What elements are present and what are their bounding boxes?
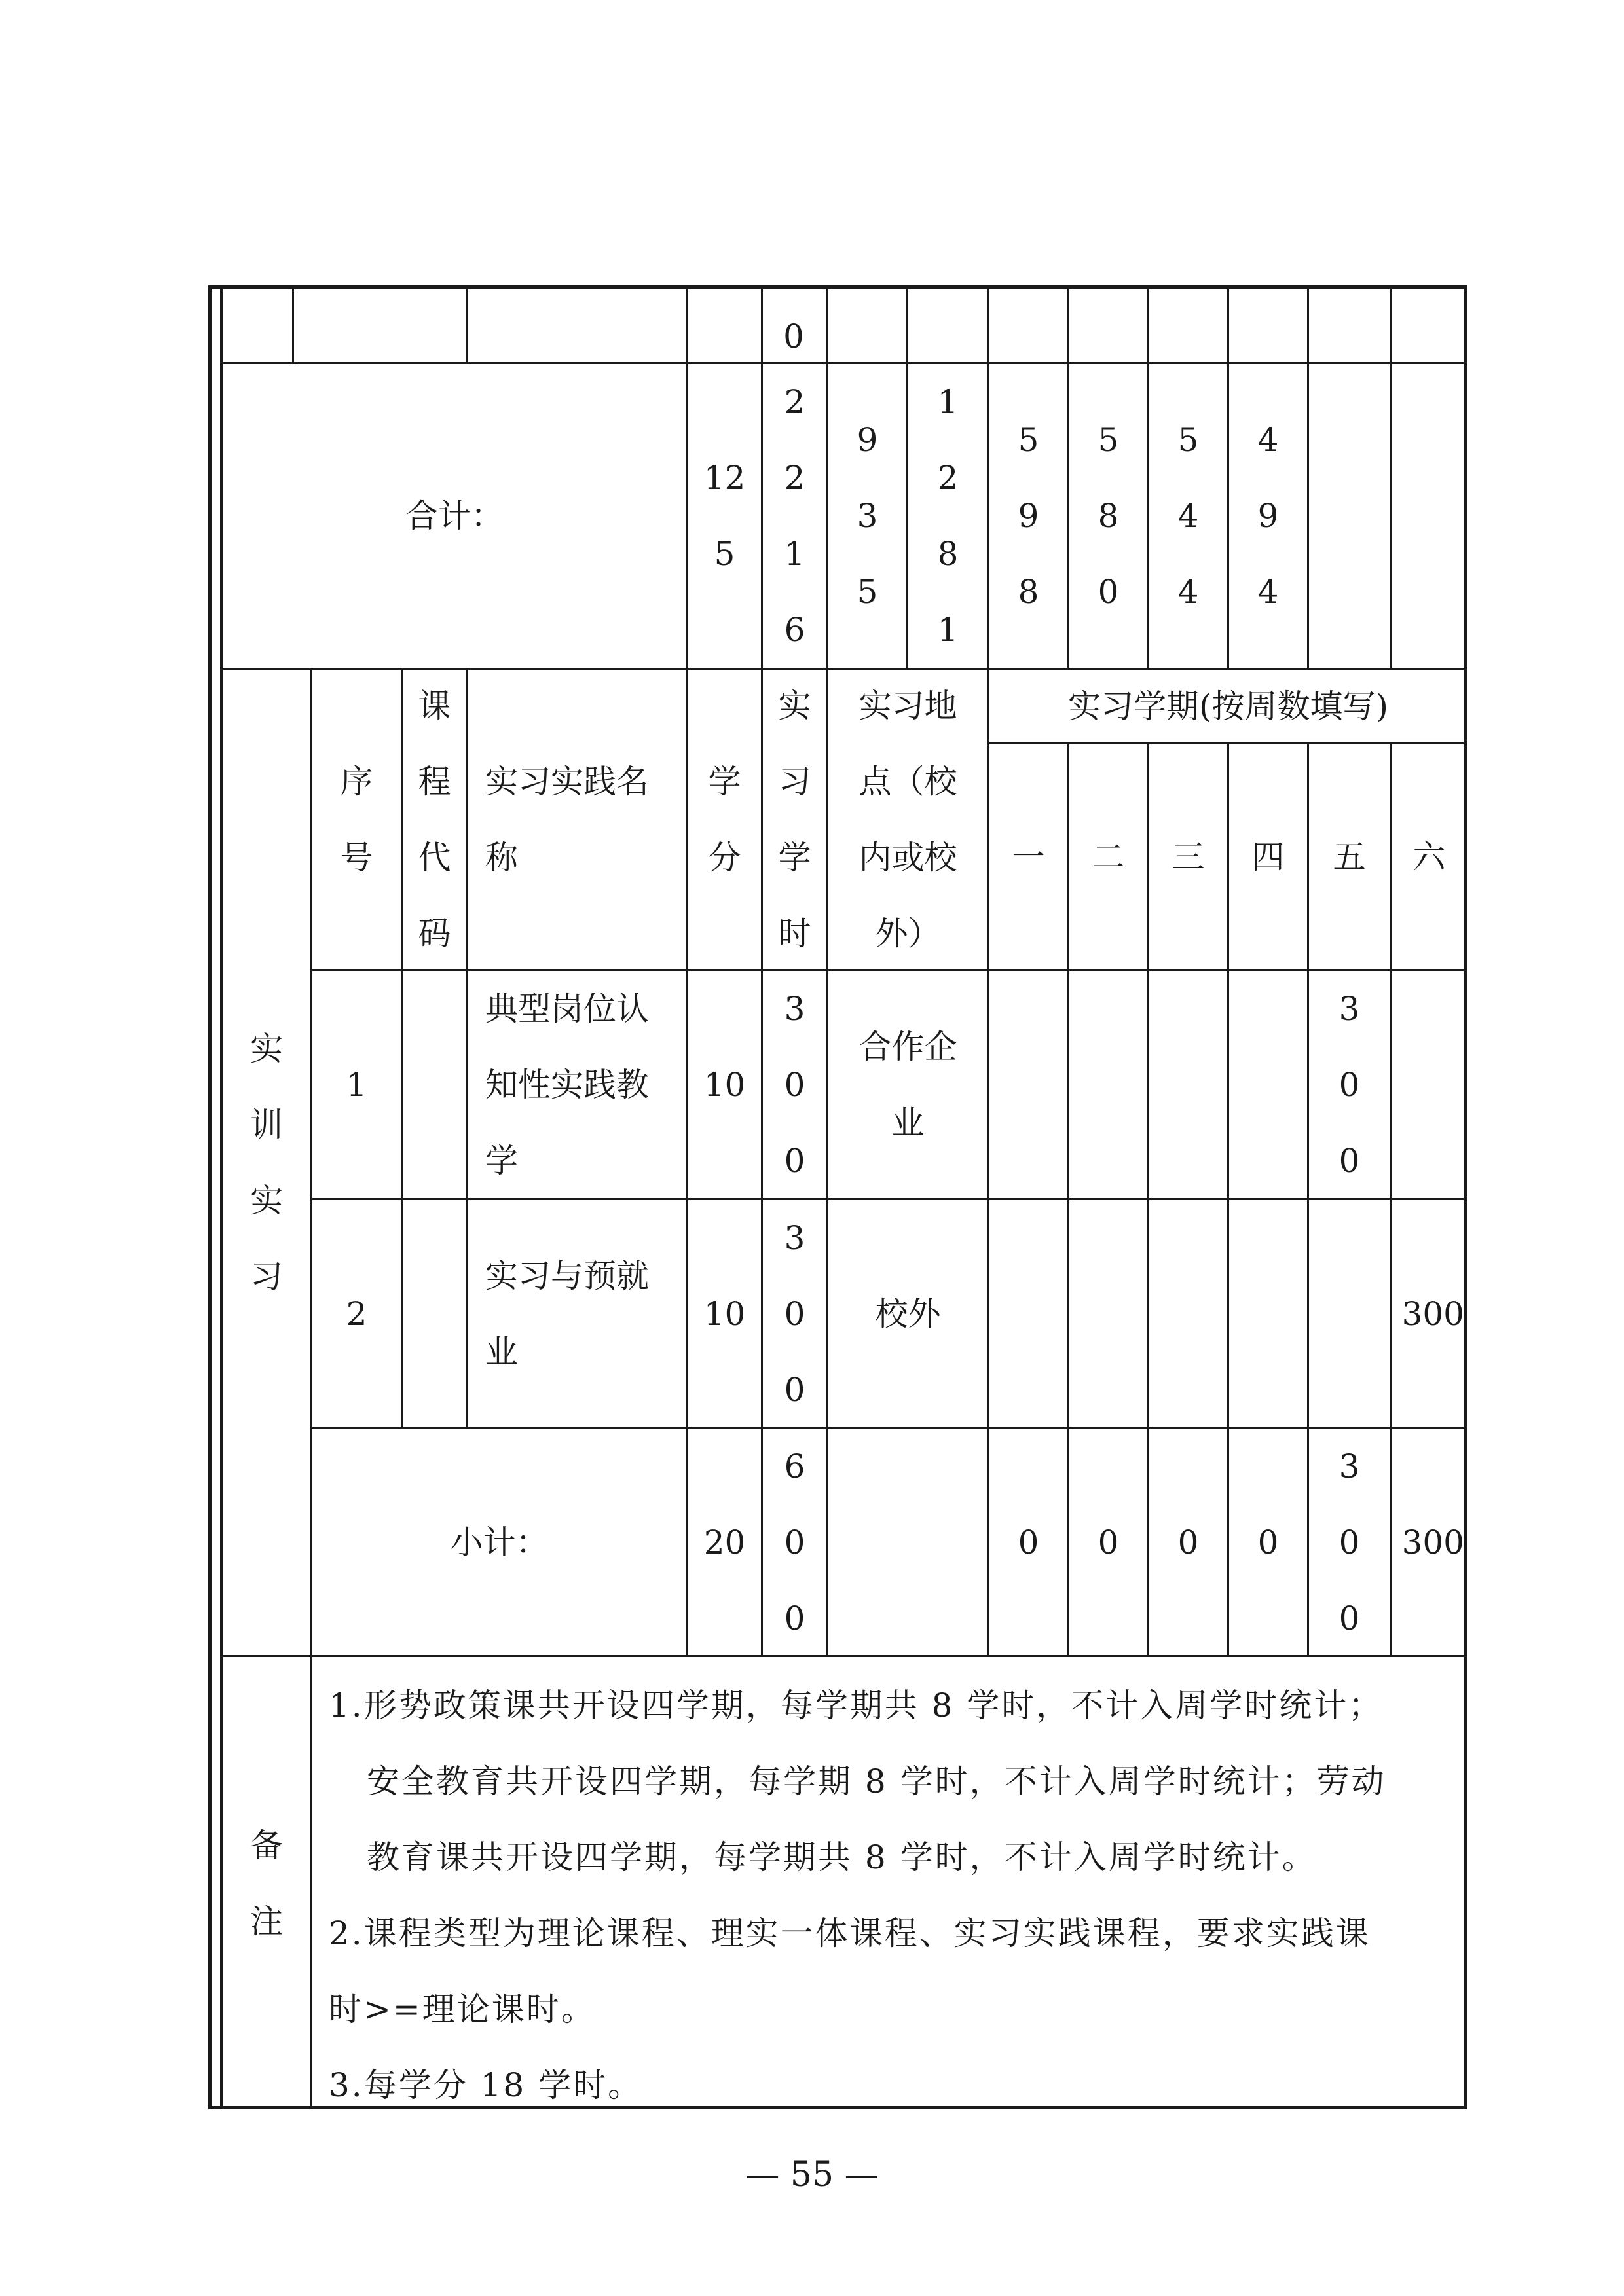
row-2-term-6: 300 xyxy=(1401,1294,1464,1333)
total-semester-2: 580 xyxy=(1098,421,1119,611)
row-2-location: 校外 xyxy=(875,1294,941,1333)
row-2-course-code xyxy=(403,1200,466,1427)
subtotal-term-3: 0 xyxy=(1177,1523,1199,1561)
row-2-term-5 xyxy=(1309,1200,1390,1427)
row-1-term-6 xyxy=(1392,971,1467,1198)
subtotal-term-4: 0 xyxy=(1257,1523,1279,1561)
total-semester-1: 598 xyxy=(1018,421,1039,611)
row-1-credits: 10 xyxy=(703,1065,746,1104)
subtotal-term-1: 0 xyxy=(1018,1523,1039,1561)
subtotal-location xyxy=(828,1429,987,1655)
header-name: 实习实践名称 xyxy=(485,762,649,877)
remark-line-6: 3.每学分 18 学时。 xyxy=(329,2066,643,2104)
remark-line-2: 安全教育共开设四学期，每学期 8 学时，不计入周学时统计；劳动 xyxy=(367,1762,1386,1800)
header-term-3: 三 xyxy=(1172,837,1205,876)
header-index: 序号 xyxy=(340,762,373,877)
row-2-hours: 300 xyxy=(784,1218,805,1409)
subtotal-term-6: 300 xyxy=(1401,1523,1464,1561)
carry-over-hours: 0 xyxy=(783,318,804,355)
total-credits: 125 xyxy=(703,459,746,573)
total-practice-hours: 1281 xyxy=(937,383,959,649)
rule xyxy=(223,1655,1467,1657)
remark-line-1: 1.形势政策课共开设四学期，每学期共 8 学时，不计入周学时统计； xyxy=(329,1686,1384,1724)
header-term-1: 一 xyxy=(1012,837,1045,876)
header-location: 实习地点（校内或校外） xyxy=(858,686,957,953)
rule xyxy=(466,285,468,362)
row-1-name: 典型岗位认知性实践教学 xyxy=(485,989,649,1180)
total-semester-3: 544 xyxy=(1177,421,1199,611)
remarks-label: 备注 xyxy=(250,1826,283,1941)
row-2-name: 实习与预就业 xyxy=(485,1256,649,1371)
total-hours: 2216 xyxy=(784,383,805,649)
internship-section-label: 实训实习 xyxy=(250,1029,283,1296)
rule xyxy=(292,285,294,362)
rule xyxy=(310,1655,312,2109)
subtotal-term-5: 300 xyxy=(1338,1447,1360,1637)
header-term-2: 二 xyxy=(1092,837,1125,876)
subtotal-credits: 20 xyxy=(703,1523,746,1561)
header-term-group: 实习学期(按周数填写) xyxy=(1067,687,1388,725)
rule xyxy=(1307,285,1309,668)
header-term-4: 四 xyxy=(1251,837,1285,876)
subtotal-hours: 600 xyxy=(784,1447,805,1637)
header-term-6: 六 xyxy=(1412,837,1446,876)
row-1-index: 1 xyxy=(346,1065,367,1104)
subtotal-term-2: 0 xyxy=(1098,1523,1119,1561)
header-hours: 实习学时 xyxy=(778,686,811,953)
remark-line-3: 教育课共开设四学期，每学期共 8 学时，不计入周学时统计。 xyxy=(367,1838,1317,1876)
row-1-location: 合作企业 xyxy=(858,1027,957,1142)
row-1-hours: 300 xyxy=(784,989,805,1180)
row-1-course-code xyxy=(403,971,466,1198)
rule xyxy=(1390,285,1392,668)
subtotal-label: 小计： xyxy=(450,1523,549,1561)
row-2-index: 2 xyxy=(346,1294,367,1333)
row-1-term-5: 300 xyxy=(1338,989,1360,1180)
header-term-5: 五 xyxy=(1333,837,1366,876)
total-theory-hours: 935 xyxy=(857,421,878,611)
page-number: — 55 — xyxy=(745,2155,879,2195)
total-semester-4: 494 xyxy=(1257,421,1279,611)
header-credits: 学分 xyxy=(708,762,741,877)
row-2-credits: 10 xyxy=(703,1294,746,1333)
remark-line-5: 时>=理论课时。 xyxy=(329,1990,596,2028)
remark-line-4: 2.课程类型为理论课程、理实一体课程、实习实践课程，要求实践课 xyxy=(329,1914,1371,1952)
header-course-code: 课程代码 xyxy=(418,686,451,953)
total-label: 合计： xyxy=(405,497,504,535)
